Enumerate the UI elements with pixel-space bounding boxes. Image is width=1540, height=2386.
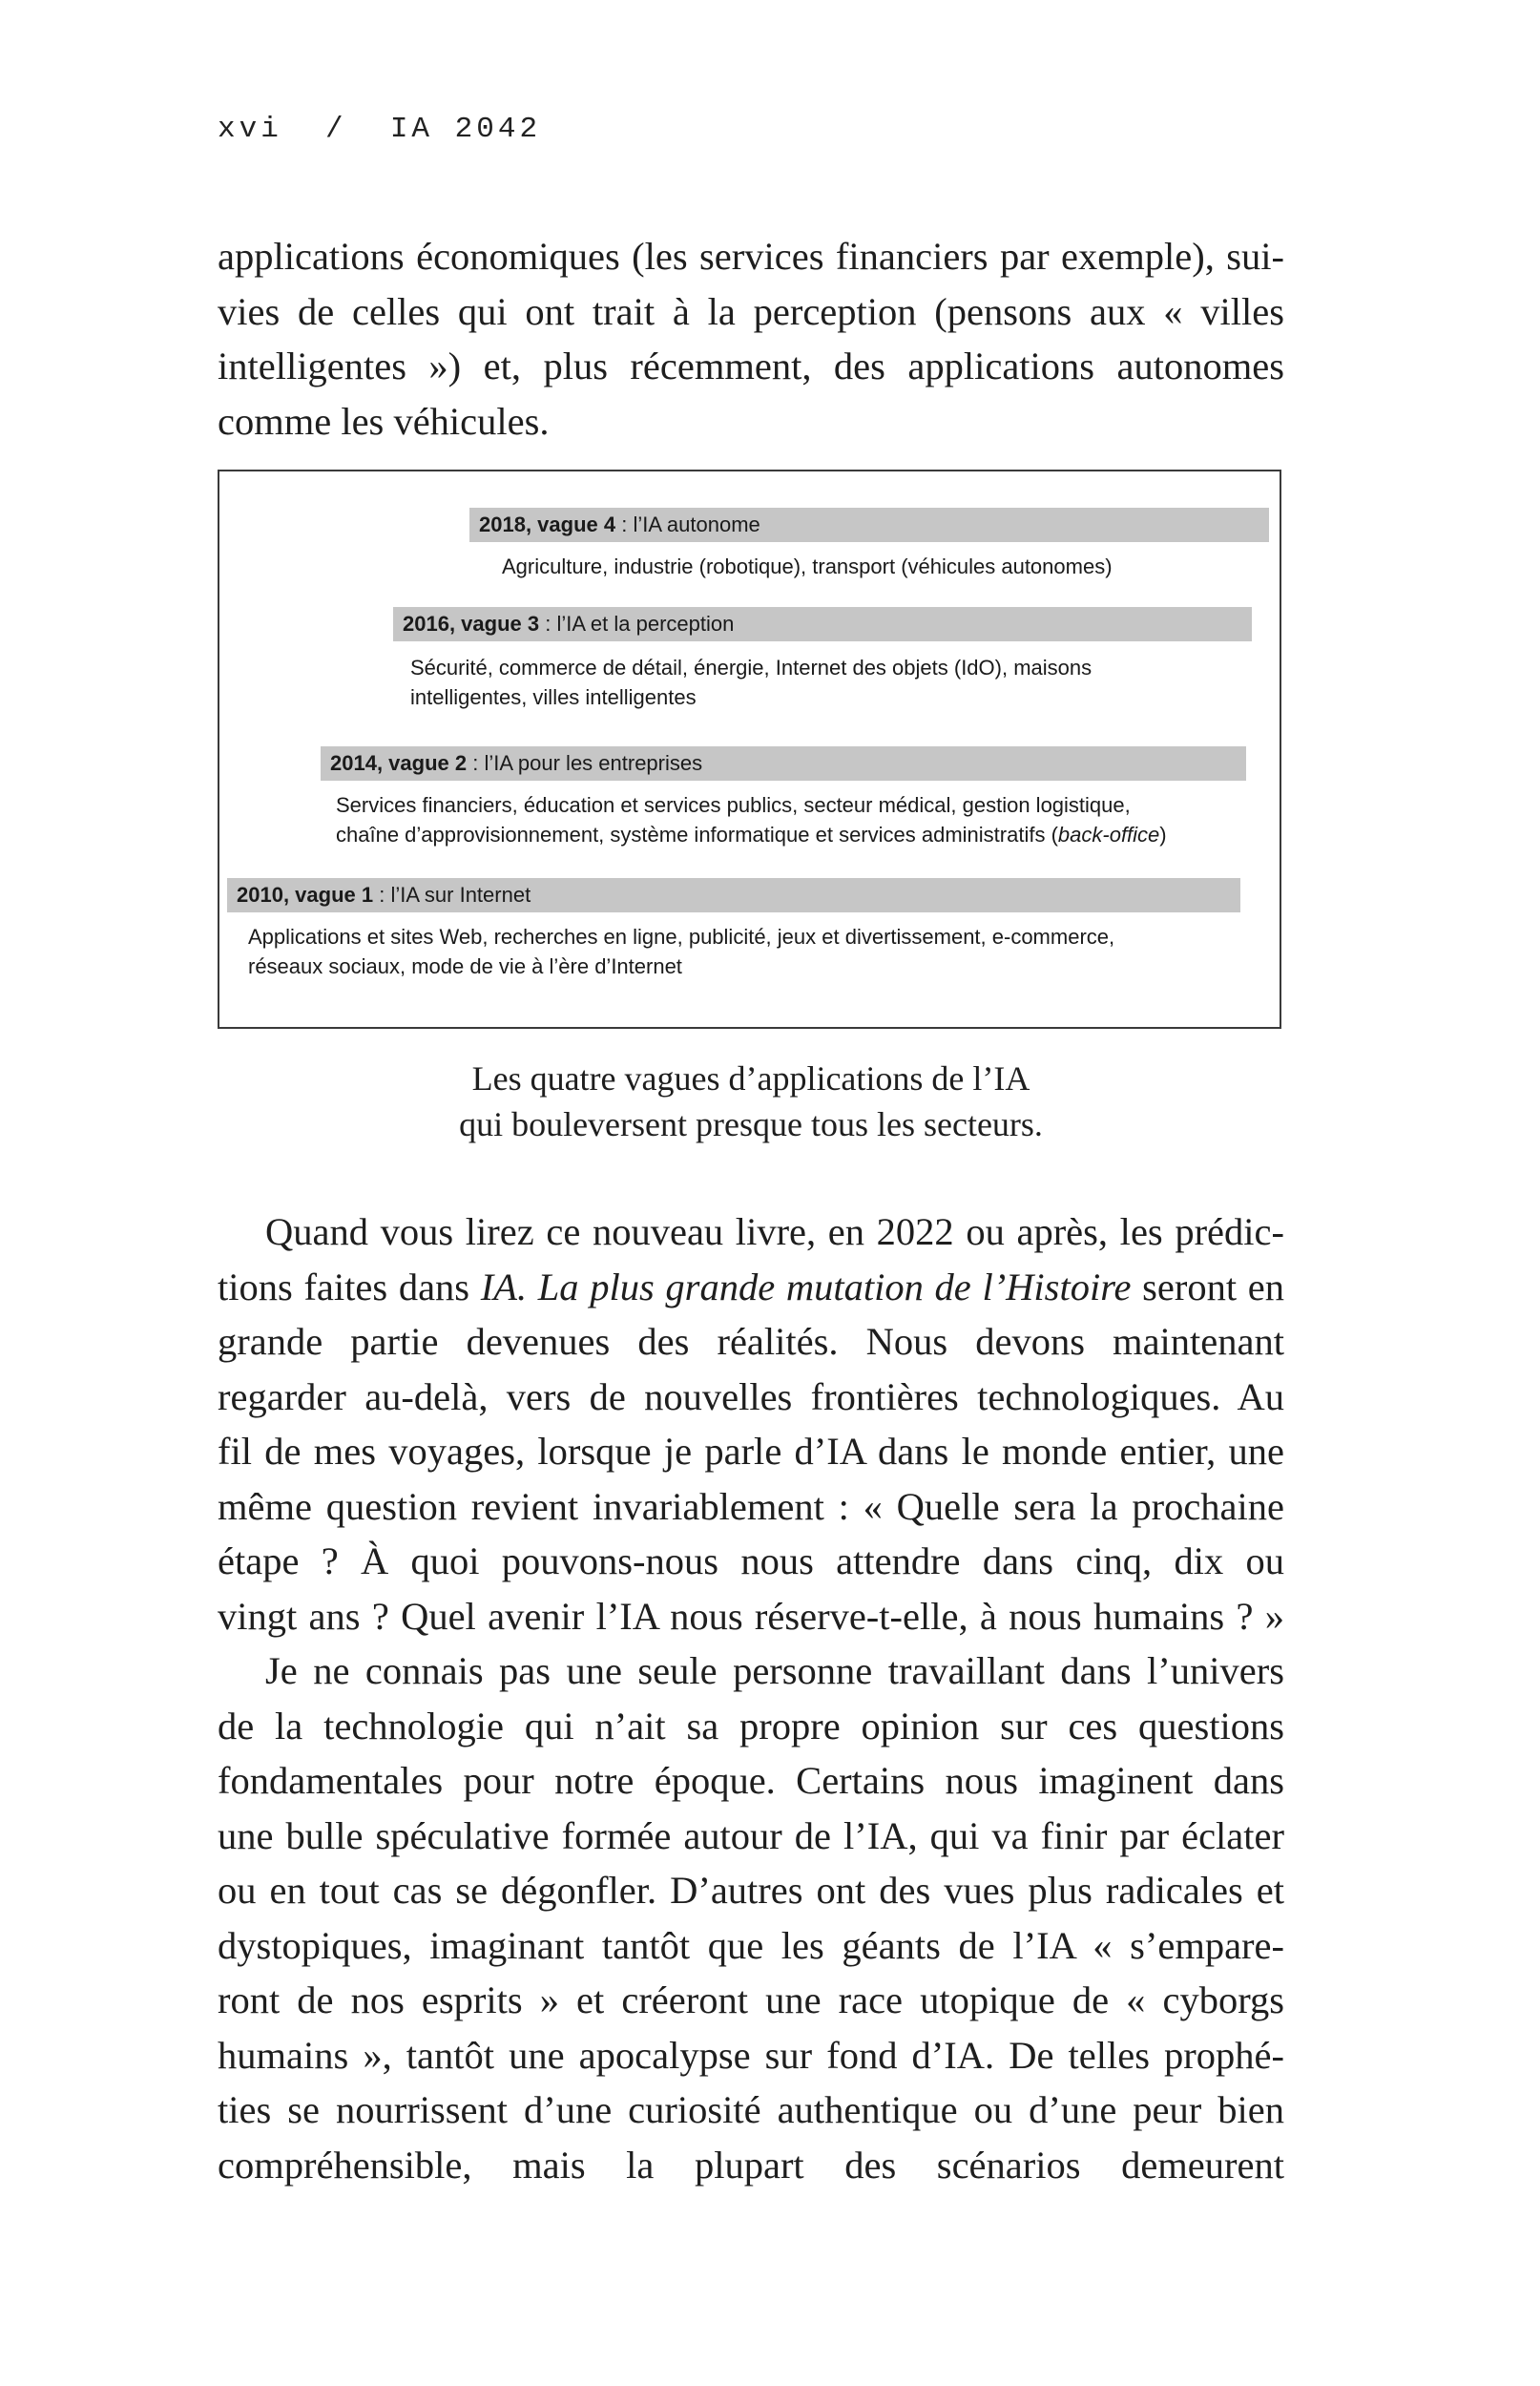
wave-2-bar xyxy=(321,746,1246,781)
wave-2-desc-line: chaîne d’approvisionnement, système informatique et services administratifs ( xyxy=(336,823,1058,847)
wave-1-title: : l’IA sur Internet xyxy=(373,883,531,907)
text-line: ront de nos esprits » et créeront une race utopique de « cyborgs xyxy=(218,1978,1284,2021)
wave-1-desc-line: Applications et sites Web, recherches en ligne, publicité, jeux et divertissement, e-commerce, xyxy=(248,925,1115,949)
wave-3-desc-line: intelligentes, villes intelligentes xyxy=(410,685,697,709)
running-head: xvi / IA 2042 xyxy=(218,113,542,146)
wave-3-title: : l’IA et la perception xyxy=(539,612,735,636)
text-line: Je ne connais pas une seule personne travaillant dans l’univers xyxy=(265,1649,1284,1692)
wave-4-title: : l’IA autonome xyxy=(615,513,760,536)
wave-1-label: 2010, vague 1 xyxy=(237,883,374,907)
text-fragment: seront en xyxy=(1131,1265,1285,1308)
text-line: de la technologie qui n’ait sa propre opinion sur ces questions xyxy=(218,1704,1284,1748)
text-line: humains », tantôt une apocalypse sur fond d’IA. De telles prophé- xyxy=(218,2033,1284,2077)
figure-caption xyxy=(218,1056,1284,1147)
text-line: fil de mes voyages, lorsque je parle d’IA dans le monde entier, une xyxy=(218,1430,1284,1473)
text-line: une bulle spéculative formée autour de l’IA, qui va finir par éclater xyxy=(218,1813,1284,1857)
wave-4-bar xyxy=(469,508,1269,542)
wave-2-label: 2014, vague 2 xyxy=(330,751,468,775)
text-line: dystopiques, imaginant tantôt que les géants de l’IA « s’empare- xyxy=(218,1923,1284,1967)
text-line: applications économiques (les services financiers par exemple), sui- xyxy=(218,235,1284,278)
ai-waves-figure xyxy=(218,470,1281,1029)
back-office-term: back-office xyxy=(1057,823,1160,847)
text-line: vies de celles qui ont trait à la perception (pensons aux « villes xyxy=(218,289,1284,333)
text-line: intelligentes ») et, plus récemment, des applications autonomes xyxy=(218,345,1284,387)
paragraph-question xyxy=(218,1204,1284,1643)
wave-3-bar xyxy=(393,607,1252,641)
book-title: IA. La plus grande mutation de l’Histoire xyxy=(480,1265,1132,1308)
wave-2-desc-tail: ) xyxy=(1159,823,1167,847)
text-line: Quand vous lirez ce nouveau livre, en 2022 ou après, les prédic- xyxy=(265,1210,1284,1253)
text-line: ou en tout cas se dégonfler. D’autres ont des vues plus radicales et xyxy=(218,1869,1284,1912)
text-line: ties se nourrissent d’une curiosité authentique ou d’une peur bien xyxy=(218,2088,1284,2131)
text-line: fondamentales pour notre époque. Certains nous imaginent dans xyxy=(218,1759,1284,1802)
text-line: même question revient invariablement : « Quelle sera la prochaine xyxy=(218,1484,1284,1528)
text-line: regarder au-delà, vers de nouvelles frontières technologiques. Au xyxy=(218,1374,1284,1418)
wave-3-label: 2016, vague 3 xyxy=(403,612,540,636)
text-line: comme les véhicules. xyxy=(218,399,550,443)
text-line: grande partie devenues des réalités. Nous devons maintenant xyxy=(218,1320,1284,1363)
wave-4-description xyxy=(502,552,1113,581)
paragraph-intro xyxy=(218,229,1284,449)
wave-4-label: 2018, vague 4 xyxy=(479,513,616,536)
wave-2-description xyxy=(336,790,1167,849)
paragraph-opinions xyxy=(218,1643,1284,2192)
caption-line: Les quatre vagues d’applications de l’IA xyxy=(471,1059,1030,1098)
wave-1-desc-line: réseaux sociaux, mode de vie à l’ère d’Internet xyxy=(248,954,682,978)
wave-1-bar xyxy=(227,878,1240,912)
wave-2-title: : l’IA pour les entreprises xyxy=(467,751,703,775)
wave-3-description xyxy=(410,653,1092,712)
wave-1-description xyxy=(248,922,1114,981)
text-line: compréhensible, mais la plupart des scénarios demeurent xyxy=(218,2143,1284,2187)
text-line xyxy=(218,1260,1284,1315)
text-line: vingt ans ? Quel avenir l’IA nous réserve-t-elle, à nous humains ? » xyxy=(218,1594,1284,1638)
wave-3-desc-line: Sécurité, commerce de détail, énergie, Internet des objets (IdO), maisons xyxy=(410,656,1093,680)
text-line: étape ? À quoi pouvons-nous nous attendre dans cinq, dix ou xyxy=(218,1539,1284,1582)
wave-2-desc-line: Services financiers, éducation et services publics, secteur médical, gestion logistique, xyxy=(336,793,1131,817)
caption-line: qui bouleversent presque tous les secteurs. xyxy=(459,1105,1043,1143)
wave-4-desc-line: Agriculture, industrie (robotique), transport (véhicules autonomes) xyxy=(502,555,1113,578)
text-fragment: tions faites dans xyxy=(218,1265,481,1308)
